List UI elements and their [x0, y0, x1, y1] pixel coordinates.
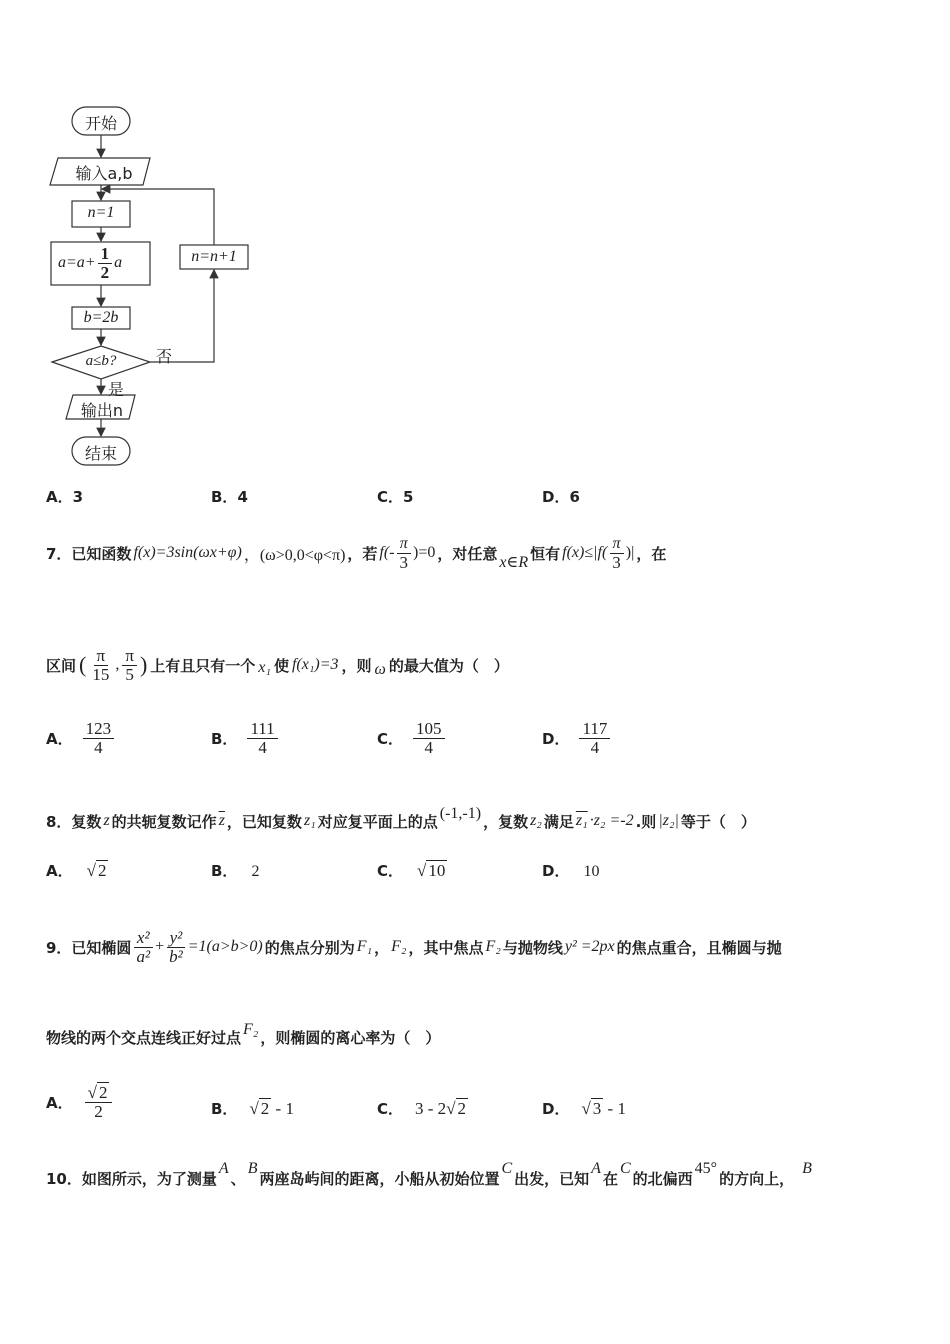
q9-c-value: 3 - 2√ 2 — [415, 1098, 467, 1118]
q8-a-letter: A． — [46, 862, 73, 880]
q10-A: A — [218, 1160, 229, 1177]
q6-a-value: 3 — [72, 488, 84, 506]
q9-text-2: 的焦点分别为 — [264, 938, 355, 957]
q7-fx1: f(x₁)=3 — [291, 656, 339, 673]
q6-b-value: 4 — [237, 488, 248, 506]
q7-three: 3 — [399, 552, 409, 572]
q7-l2-text-b: 上有且只有一个 — [150, 656, 256, 675]
q9-d-value: √ 3 - 1 — [581, 1098, 626, 1118]
q9-y-frac — [166, 929, 186, 966]
half-den: 2 — [100, 262, 110, 282]
q8-point: (-1,-1) — [439, 805, 482, 822]
q10-B: B — [247, 1160, 258, 1177]
q7-int-n1: π — [94, 647, 109, 666]
q8-option-d[interactable] — [542, 860, 599, 881]
q6-option-c[interactable] — [377, 486, 413, 507]
q7-int-d1: 15 — [92, 664, 110, 684]
q10-text-3: 出发，已知 — [514, 1169, 590, 1188]
q7-x1: x₁ — [258, 659, 271, 676]
q7-paren-open: ( — [79, 652, 87, 677]
q9-a-den: a² — [136, 946, 151, 966]
q9-a-den: 2 — [94, 1101, 103, 1121]
q9-option-a[interactable] — [46, 1076, 112, 1128]
flowchart-input-label: 输入a,b — [75, 164, 133, 183]
q9-x-frac — [133, 929, 153, 966]
flowchart-yes-label: 是 — [108, 380, 125, 399]
q6-c-value: 5 — [403, 488, 414, 506]
q9-F1: F₁ — [356, 938, 373, 955]
q7-l2-text-a: 区间 — [46, 656, 77, 675]
q7-pi-over-3b — [609, 535, 624, 572]
q8-option-b[interactable] — [211, 860, 259, 881]
q9-b-tail: - 1 — [271, 1098, 294, 1118]
q8-text-7: .则 — [635, 812, 657, 831]
q10-degrees: 45° — [694, 1160, 718, 1177]
q8-text-4: 对应复平面上的点 — [317, 812, 438, 831]
q6-option-d[interactable] — [542, 486, 580, 507]
half-fraction — [98, 245, 113, 282]
q9-F2: F₂ — [391, 938, 407, 955]
q9-eq-cond: =1(a>b>0) — [187, 938, 263, 955]
half-num: 1 — [98, 245, 113, 264]
q8-d-value: 10 — [583, 863, 600, 880]
q7-f-minus: f(- — [379, 544, 395, 561]
q7-line1 — [46, 528, 666, 578]
q7-option-b[interactable] — [211, 714, 278, 762]
q6-c-letter: C． — [377, 488, 404, 506]
q7-line2 — [46, 640, 509, 690]
q7-interval-right — [122, 647, 137, 684]
q8-b-value: 2 — [251, 863, 260, 880]
q10-C-b: C — [619, 1160, 631, 1177]
q7-text-1: 7．已知函数 — [46, 544, 132, 563]
q7-b-den: 4 — [258, 737, 267, 757]
q7-text-3: ，对任意 — [437, 544, 498, 563]
q8-c-letter: C． — [377, 862, 404, 880]
q7-a-frac — [83, 720, 115, 757]
q8-cond-rest: ·z₂ =-2 — [589, 812, 634, 829]
q6-b-letter: B． — [211, 488, 238, 506]
q9-text-5: 的焦点重合，且椭圆与抛 — [616, 938, 782, 957]
q9-d-rad: 3 — [592, 1098, 602, 1118]
q10-text-6: 的方向上， — [719, 1169, 795, 1188]
q7-a-letter: A． — [46, 729, 73, 748]
flowchart-update-b-label: b=2b — [83, 309, 119, 326]
flowchart-init-label: n=1 — [87, 204, 115, 221]
q7-pi: π — [397, 535, 411, 554]
q10-text-4: 在 — [602, 1169, 618, 1188]
q9-x-num: x² — [134, 929, 153, 948]
q10-text-1: 10．如图所示，为了测量 — [46, 1169, 217, 1188]
q9-d-letter: D． — [542, 1100, 570, 1118]
q9-l2-text-b: ，则椭圆的离心率为（ ） — [260, 1028, 441, 1047]
q8-d-letter: D． — [542, 862, 570, 880]
q9-line1 — [46, 918, 782, 976]
q9-a-letter: A． — [46, 1093, 73, 1112]
q7-condition: ，(ω>0,0<φ<π) — [243, 546, 346, 564]
q7-d-den: 4 — [590, 737, 600, 757]
q8-c-value: 10 — [428, 861, 446, 880]
q9-options — [46, 1076, 906, 1132]
q9-b-den: b² — [169, 946, 183, 966]
q9-c-pre: 3 - 2 — [415, 1098, 447, 1118]
q9-a-num: √ 2 — [85, 1084, 113, 1103]
q7-a-den: 4 — [94, 737, 103, 757]
q9-c-letter: C． — [377, 1100, 404, 1118]
q9-a-rad: 2 — [98, 1082, 108, 1102]
q7-b-frac — [247, 720, 277, 757]
q7-pi-over-3 — [397, 535, 412, 572]
flowchart-loop-label: n=n+1 — [191, 248, 237, 265]
q6-d-letter: D． — [542, 488, 570, 506]
flowchart-end-label: 结束 — [84, 444, 117, 463]
q7-option-c[interactable] — [377, 714, 445, 762]
q9-text-3: ，其中焦点 — [408, 938, 484, 957]
q6-option-a[interactable] — [46, 486, 83, 507]
q7-eq0: )=0 — [413, 544, 436, 561]
flowchart-output-label: 输出n — [80, 401, 124, 420]
q10-B-b: B — [802, 1160, 812, 1177]
q10-text-5: 的北偏西 — [632, 1169, 693, 1188]
q8-cond-bar: z₁ — [575, 812, 588, 829]
q8-b-letter: B． — [211, 862, 238, 880]
q9-parabola: y² =2px — [564, 938, 615, 955]
q8-z1: z₁ — [303, 812, 316, 829]
q7-l2-text-d: ，则 — [341, 656, 372, 675]
q10-line1 — [46, 1160, 812, 1196]
flowchart-lines — [0, 0, 260, 475]
q9-d-tail: - 1 — [603, 1098, 626, 1118]
q8-a-value: 2 — [97, 861, 107, 880]
q6-d-value: 6 — [569, 488, 580, 506]
q9-comma: ， — [374, 938, 390, 957]
q8-z: z — [103, 812, 110, 829]
q9-l2-text-a: 物线的两个交点连线正好过点 — [46, 1028, 242, 1047]
q7-int-d2: 5 — [125, 664, 134, 684]
q7-inequality: f(x)≤|f( — [562, 544, 608, 561]
update-a-tail: a — [114, 254, 123, 271]
q8-option-c[interactable] — [377, 860, 447, 881]
q7-options — [46, 714, 906, 764]
q8-line1 — [46, 806, 756, 836]
q9-text-4: 与抛物线 — [502, 938, 563, 957]
q7-c-frac — [413, 720, 445, 757]
q10-A-b: A — [591, 1160, 601, 1177]
q7-x-in-r: x∈R — [499, 554, 529, 571]
q8-text-5: ，复数 — [483, 812, 529, 831]
q7-l2-text-c: 使 — [273, 656, 289, 675]
q7-text-2: ，若 — [347, 544, 378, 563]
q7-b-letter: B． — [211, 729, 238, 748]
q8-zbar: $\overline{z}$ — [218, 812, 225, 829]
q10-C: C — [501, 1160, 513, 1177]
q9-F2-b: F₂ — [485, 938, 501, 955]
q9-option-d[interactable] — [542, 1098, 626, 1119]
q8-abs-z2: |z₂| — [658, 812, 679, 829]
q8-text-8: 等于（ ） — [680, 812, 756, 831]
q7-a-num: 123 — [83, 720, 115, 739]
q7-text-5: ，在 — [636, 544, 667, 563]
q8-c-sqrt: √ 10 — [417, 861, 446, 880]
q8-a-sqrt: √ 2 — [86, 861, 107, 880]
q9-y-num: y² — [167, 929, 186, 948]
q7-omega: ω — [374, 661, 386, 678]
q9-line2 — [46, 1020, 440, 1054]
flowchart-update-a-label — [58, 245, 122, 281]
q7-function: f(x)=3sin(ωx+φ) — [133, 544, 242, 561]
q7-interval-comma: , — [115, 656, 120, 673]
q7-int-n2: π — [122, 647, 137, 666]
q7-ineq-close: )| — [625, 544, 635, 561]
q8-z2: z₂ — [530, 812, 542, 829]
q7-three-b: 3 — [612, 552, 621, 572]
q7-text-4: 恒有 — [530, 544, 561, 563]
q10-text-2: 两座岛屿间的距离，小船从初始位置 — [259, 1169, 500, 1188]
q7-paren-close: ) — [139, 652, 148, 677]
q8-text-3: ，已知复数 — [226, 812, 302, 831]
q9-text-1: 9．已知椭圆 — [46, 938, 132, 957]
q7-c-num: 105 — [413, 720, 445, 739]
q7-option-d[interactable] — [542, 714, 610, 762]
q9-plus: + — [155, 938, 165, 955]
q7-d-num: 117 — [579, 720, 610, 739]
flowchart-start-label: 开始 — [84, 114, 117, 133]
q9-option-c[interactable] — [377, 1098, 468, 1119]
q6-a-letter: A． — [46, 488, 73, 506]
q7-b-num: 111 — [247, 720, 277, 739]
q9-a-frac — [85, 1084, 113, 1121]
q8-text-6: 满足 — [543, 812, 574, 831]
q9-c-rad: 2 — [457, 1098, 467, 1118]
q7-l2-text-e: 的最大值为（ ） — [388, 656, 509, 675]
q8-text-2: 的共轭复数记作 — [111, 812, 217, 831]
q8-option-a[interactable] — [46, 860, 108, 881]
q7-pi-b: π — [610, 535, 624, 554]
q8-text-1: 8．复数 — [46, 812, 102, 831]
q9-option-b[interactable] — [211, 1098, 294, 1119]
q9-b-rad: 2 — [260, 1098, 270, 1118]
flowchart-decision-label: a≤b? — [85, 353, 117, 369]
q10-sep: 、 — [230, 1169, 246, 1188]
q7-interval-left — [89, 647, 112, 684]
q9-F2-c: F₂ — [243, 1021, 259, 1038]
q8-options — [46, 860, 906, 890]
q9-b-value: √ 2 - 1 — [249, 1098, 294, 1118]
q7-c-letter: C． — [377, 729, 404, 748]
update-a-head: a=a+ — [58, 254, 96, 271]
q7-d-frac — [579, 720, 610, 757]
q7-c-den: 4 — [424, 737, 434, 757]
q7-d-letter: D． — [542, 729, 570, 748]
flowchart-no-label: 否 — [156, 347, 173, 366]
q6-option-b[interactable] — [211, 486, 248, 507]
q7-option-a[interactable] — [46, 714, 114, 762]
q9-b-letter: B． — [211, 1100, 238, 1118]
